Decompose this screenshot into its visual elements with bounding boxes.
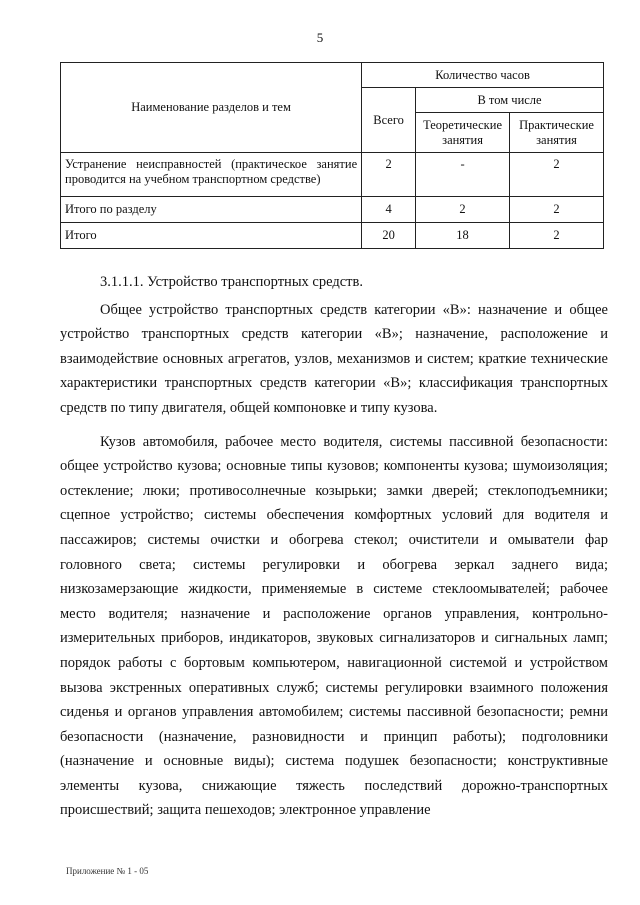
row-total: 4	[362, 197, 416, 223]
row-practice: 2	[510, 153, 604, 197]
header-total: Всего	[362, 88, 416, 153]
page-number: 5	[316, 30, 324, 45]
section-heading: 3.1.1.1. Устройство транспортных средств.	[100, 274, 363, 290]
row-practice: 2	[510, 223, 604, 249]
row-total: 2	[362, 153, 416, 197]
paragraph-general-design: Общее устройство транспортных средств категории «B»: назначение и общее устройство транспортных средств категории «B»; назначение, расположение и взаимодействие основных агрегатов, узлов, механизмов и систем; краткие технические характеристики транспортных средств категории «B»; классификация транспортных средств по типу двигателя, общей компоновке и типу кузова.	[60, 301, 608, 416]
row-theory: 2	[416, 197, 510, 223]
header-hours-count: Количество часов	[362, 63, 604, 88]
row-name: Итого по разделу	[61, 197, 362, 223]
header-theoretical: Теоретические занятия	[416, 113, 510, 153]
row-theory: 18	[416, 223, 510, 249]
table-row	[61, 223, 604, 249]
row-theory: -	[416, 153, 510, 197]
header-practical: Практические занятия	[510, 113, 604, 153]
table-row	[61, 197, 604, 223]
hours-table	[60, 62, 604, 249]
row-total: 20	[362, 223, 416, 249]
footer-note: Приложение № 1 - 05	[66, 866, 149, 876]
header-sections-topics: Наименование разделов и тем	[61, 63, 362, 153]
row-name: Устранение неисправностей (практическое занятие проводится на учебном транспортном средстве)	[61, 153, 362, 197]
paragraph-body-driver-seat: Кузов автомобиля, рабочее место водителя, системы пассивной безопасности: общее устройство кузова; основные типы кузовов; компоненты кузова; шумоизоляция; остекление; люки; противосолнечные козырьки; замки дверей; стеклоподъемники; сцепное устройство; системы обеспечения комфортных условий для водителя и пассажиров; системы очистки и обогрева стекол; очистители и омыватели фар головного света; системы регулировки и обогрева зеркал заднего вида; низкозамерзающие жидкости, применяемые в системе стеклоомывателей; рабочее место водителя; назначение и расположение органов управления, контрольно-измерительных приборов, индикаторов, звуковых сигнализаторов и сигнальных ламп; порядок работы с бортовым компьютером, навигационной системой и устройством вызова экстренных оперативных служб; системы регулировки взаимного положения сиденья и органов управления автомобилем; системы пассивной безопасности; ремни безопасности (назначение, разновидности и принцип работы); подголовники (назначение и основные виды); система подушек безопасности; конструктивные элементы кузова, снижающие тяжесть последствий дорожно-транспортных происшествий; защита пешеходов; электронное управление	[60, 433, 608, 819]
table-row	[61, 153, 604, 197]
header-including: В том числе	[416, 88, 604, 113]
row-name: Итого	[61, 223, 362, 249]
row-practice: 2	[510, 197, 604, 223]
body-text	[60, 270, 608, 823]
